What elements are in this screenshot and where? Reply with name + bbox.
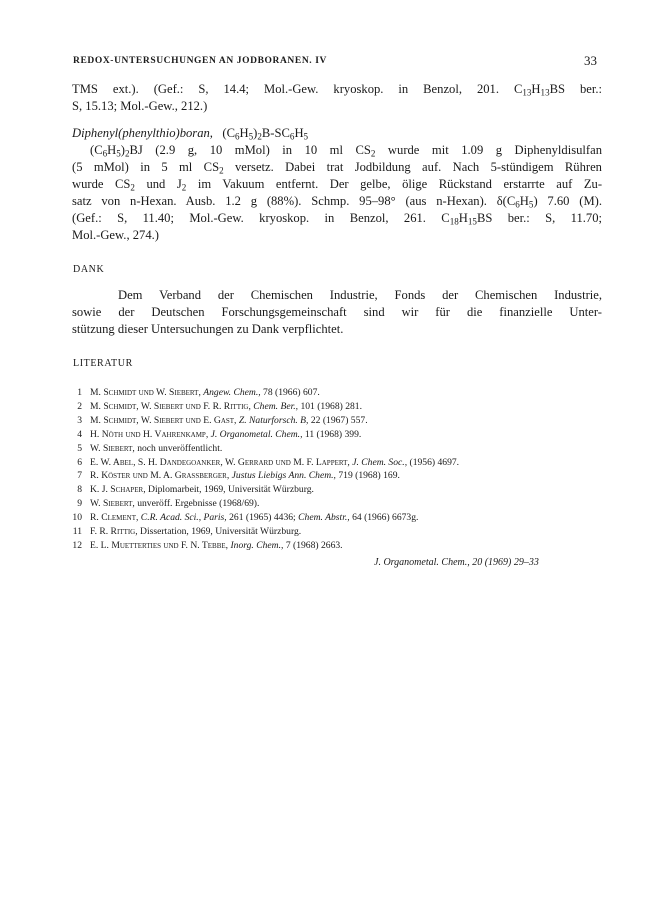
reference-authors: K. J. Schaper, (90, 484, 146, 496)
reference-details: unveröff. Ergebnisse (1968/69). (137, 498, 260, 510)
compound-procedure (72, 142, 602, 244)
reference-item (72, 442, 632, 456)
literatur-heading: LITERATUR (73, 358, 133, 369)
reference-authors: M. Schmidt, W. Siebert und E. Gast, (90, 414, 237, 426)
paragraph-line: stützung dieser Untersuchungen zu Dank verpflichtet. (72, 322, 344, 336)
reference-authors: M. Schmidt, W. Siebert und F. R. Rittig, (90, 400, 251, 412)
reference-authors: R. Köster und M. A. Grassberger, (90, 470, 230, 482)
reference-item (72, 414, 632, 428)
continued-paragraph (72, 81, 602, 115)
paragraph-line: (Gef.: S, 11.40; Mol.-Gew. kryoskop. in Benzol, 261. $C_{18}H_{15}BS$ ber.: S, 11.70; (72, 211, 602, 227)
journal-footer: J. Organometal. Chem., 20 (1969) 29–33 (374, 557, 539, 568)
reference-details: noch unveröffentlicht. (137, 442, 223, 454)
reference-journal: Z. Naturforsch. B, (238, 414, 309, 426)
reference-journal: J. Chem. Soc., (352, 456, 408, 468)
reference-authors: R. Clement, (90, 512, 139, 524)
reference-number: 8 (77, 484, 82, 496)
reference-authors: F. R. Rittig, (90, 526, 138, 538)
reference-item (72, 400, 632, 414)
reference-item (72, 539, 632, 553)
reference-details: 261 (1965) 4436; (229, 512, 296, 524)
paragraph-line: S, 15.13; Mol.-Gew., 212.) (72, 99, 208, 113)
paragraph-line: satz von n-Hexan. Ausb. 1.2 g (88%). Schmp. 95–98° (aus n-Hexan). $\delta(C_6H_5)$ 7.60 (M). (72, 194, 602, 210)
paragraph-line: $(C_6H_5)_2BJ$ (2.9 g, 10 mMol) in 10 ml $CS_2$ wurde mit 1.09 g Diphenyldisulfan (90, 143, 602, 159)
reference-number: 6 (77, 456, 82, 468)
reference-authors: W. Siebert, (90, 442, 135, 454)
reference-details: Dissertation, 1969, Universität Würzburg. (140, 526, 302, 538)
reference-journal: J. Organometal. Chem., (210, 428, 303, 440)
reference-number: 10 (72, 512, 82, 524)
reference-journal: Justus Liebigs Ann. Chem., (231, 470, 336, 482)
reference-number: 9 (77, 498, 82, 510)
paragraph-line: Mol.-Gew., 274.) (72, 228, 159, 242)
reference-details: 719 (1968) 169. (338, 470, 400, 482)
reference-authors: W. Siebert, (90, 498, 135, 510)
reference-details: (1956) 4697. (409, 456, 460, 468)
reference-details: 101 (1968) 281. (300, 400, 363, 412)
reference-list (72, 386, 632, 553)
reference-authors: E. L. Muetterties und F. N. Tebbe, (90, 539, 229, 551)
reference-item (72, 456, 632, 470)
reference-item (72, 525, 632, 539)
running-title: REDOX-UNTERSUCHUNGEN AN JODBORANEN. IV (73, 56, 327, 66)
dank-paragraph (72, 287, 602, 338)
reference-number: 3 (77, 414, 82, 426)
reference-item (72, 483, 632, 497)
reference-number: 12 (72, 539, 82, 551)
dank-heading: DANK (73, 264, 105, 275)
reference-journal: Chem. Ber., (253, 400, 299, 412)
page-number: 33 (584, 53, 597, 68)
compound-formula: $(C_6H_5)_2B-SC_6H_5$ (222, 126, 309, 142)
reference-details: 7 (1968) 2663. (285, 539, 343, 551)
reference-number: 7 (77, 470, 82, 482)
reference-item (72, 497, 632, 511)
reference-authors: E. W. Abel, S. H. Dandegoanker, W. Gerrard und M. F. Lappert, (90, 456, 350, 468)
paragraph-line: Dem Verband der Chemischen Industrie, Fonds der Chemischen Industrie, (118, 288, 602, 302)
reference-item (72, 511, 632, 525)
reference-number: 1 (77, 387, 82, 398)
paragraph-line: (5 mMol) in 5 ml $CS_2$ versetz. Dabei trat Jodbildung auf. Nach 5-stündigem Rühren (72, 160, 602, 176)
reference-number: 11 (72, 526, 82, 538)
reference-number: 5 (77, 442, 82, 454)
paragraph-line: wurde $CS_2$ und $J_2$ im Vakuum entfernt. Der gelbe, ölige Rückstand erstarrte auf Zu- (72, 177, 603, 193)
reference-authors: H. Nöth und H. Vahrenkamp, (90, 428, 209, 440)
reference-details: Diplomarbeit, 1969, Universität Würzburg. (148, 484, 314, 496)
paragraph-line: sowie der Deutschen Forschungsgemeinschaft sind wir für die finanzielle Unter- (72, 305, 602, 319)
reference-journal: Inorg. Chem., (230, 539, 284, 551)
paragraph-line: TMS ext.). (Gef.: S, 14.4; Mol.-Gew. kryoskop. in Benzol, 201. $C_{13}H_{13}BS$ ber.: (72, 82, 602, 98)
reference-details: 64 (1966) 6673g. (352, 512, 419, 524)
reference-details: 11 (1968) 399. (304, 428, 362, 440)
reference-details: 22 (1967) 557. (310, 414, 368, 426)
reference-item (72, 386, 632, 400)
compound-title (72, 125, 602, 142)
reference-item (72, 428, 632, 442)
reference-journal: C.R. Acad. Sci., Paris, (140, 512, 227, 524)
compound-name: Diphenyl(phenylthio)boran, (72, 126, 213, 140)
reference-details: 78 (1966) 607. (263, 387, 320, 398)
reference-journal: Angew. Chem., (203, 387, 261, 398)
reference-authors: M. Schmidt und W. Siebert, (90, 387, 201, 398)
reference-item (72, 469, 632, 483)
reference-number: 4 (77, 428, 82, 440)
reference-journal: Chem. Abstr., (298, 512, 350, 524)
reference-number: 2 (77, 400, 82, 412)
